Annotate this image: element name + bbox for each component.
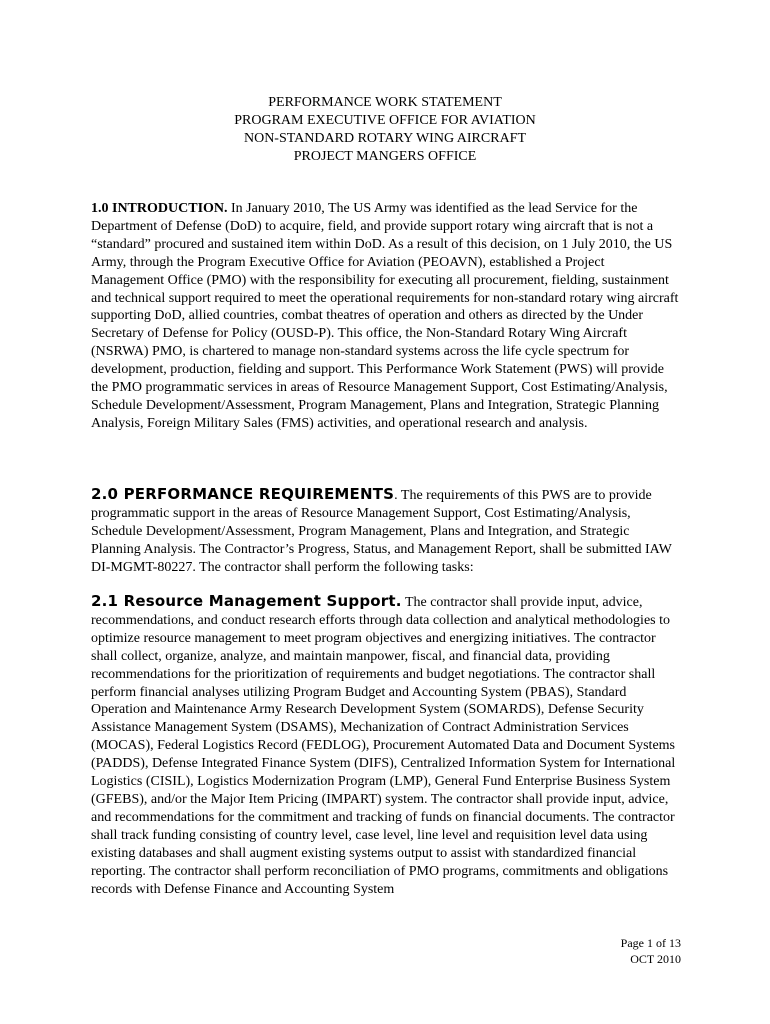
page-footer (621, 935, 681, 967)
resource-management-heading: 2.1 Resource Management Support. (91, 592, 402, 610)
page-number: Page 1 of 13 (620, 936, 681, 950)
introduction-heading: 1.0 INTRODUCTION. (91, 201, 228, 216)
title-line-1: PERFORMANCE WORK STATEMENT (268, 95, 502, 110)
title-line-3: NON-STANDARD ROTARY WING AIRCRAFT (243, 131, 527, 146)
introduction-body: In January 2010, The US Army was identified as the lead Service for the Department of Defense (DoD) to acquire, field, and provide support rotary wing aircraft that is not a “standard” procured and sustained item within DoD. As a result of this decision, on 1 July 2010, the US Army, through the Program Executive Office for Aviation (PEOAVN), established a Project Management Office (PMO) with the responsibility for executing all procurement, fielding, sustainment and technical support required to meet the operational requirements for non-standard rotary wing aircraft supporting DoD, allied countries, combat theatres of operation and others as directed by the Under Secretary of Defense for Policy (OUSD-P). This office, the Non-Standard Rotary Wing Aircraft (NSRWA) PMO, is chartered to manage non-standard systems across the life cycle spectrum for development, production, fielding and support. This Performance Work Statement (PWS) will provide the PMO programmatic services in areas of Resource Management Support, Cost Estimating/Analysis, Schedule Development/Assessment, Program Management, Plans and Integration, Strategic Planning Analysis, Foreign Military Sales (FMS) activities, and operational research and analysis. (91, 201, 679, 431)
section-resource-management (91, 593, 681, 898)
document-title-block (91, 94, 679, 166)
resource-management-body: The contractor shall provide input, advice, recommendations, and conduct research efforts through data collection and analytical methodologies to optimize resource management to meet program objectives and energizing initiatives. The contractor shall collect, organize, analyze, and maintain manpower, fiscal, and financial data, providing recommendations for the prioritization of requirements and budget negotiations. The contractor shall perform financial analyses utilizing Program Budget and Accounting System (PBAS), Standard Operation and Maintenance Army Research Development System (SOMARDS), Defense Security Assistance Management System (DSAMS), Mechanization of Contract Administration Services (MOCAS), Federal Logistics Record (FEDLOG), Procurement Automated Data and Document Systems (PADDS), Defense Integrated Finance System (DIFS), Centralized Information System for International Logistics (CISIL), Logistics Modernization Program (LMP), General Fund Enterprise Business System (GFEBS), and/or the Major Item Pricing (IMPART) system. The contractor shall provide input, advice, and recommendations for the commitment and tracking of funds on financial documents. The contractor shall track funding consisting of country level, case level, line level and requisition level data using existing databases and shall augment existing systems output to assist with standardized financial reporting. The contractor shall perform reconciliation of PMO programs, commitments and obligations records with Defense Finance and Accounting System (91, 595, 676, 897)
section-performance-requirements (91, 486, 681, 577)
section-introduction (91, 200, 681, 433)
title-line-4: PROJECT MANGERS OFFICE (293, 149, 477, 164)
document-date: OCT 2010 (630, 952, 681, 966)
title-line-2: PROGRAM EXECUTIVE OFFICE FOR AVIATION (234, 113, 536, 128)
performance-requirements-heading: 2.0 PERFORMANCE REQUIREMENTS (91, 485, 395, 503)
performance-requirements-body: . The requirements of this PWS are to provide programmatic support in the areas of Resource Management Support, Cost Estimating/Analysis, Schedule Development/Assessment, Program Management, Plans and Integration, and Strategic Planning Analysis. The Contractor’s Progress, Status, and Management Report, shall be submitted IAW DI-MGMT-80227. The contractor shall perform the following tasks: (91, 488, 672, 575)
